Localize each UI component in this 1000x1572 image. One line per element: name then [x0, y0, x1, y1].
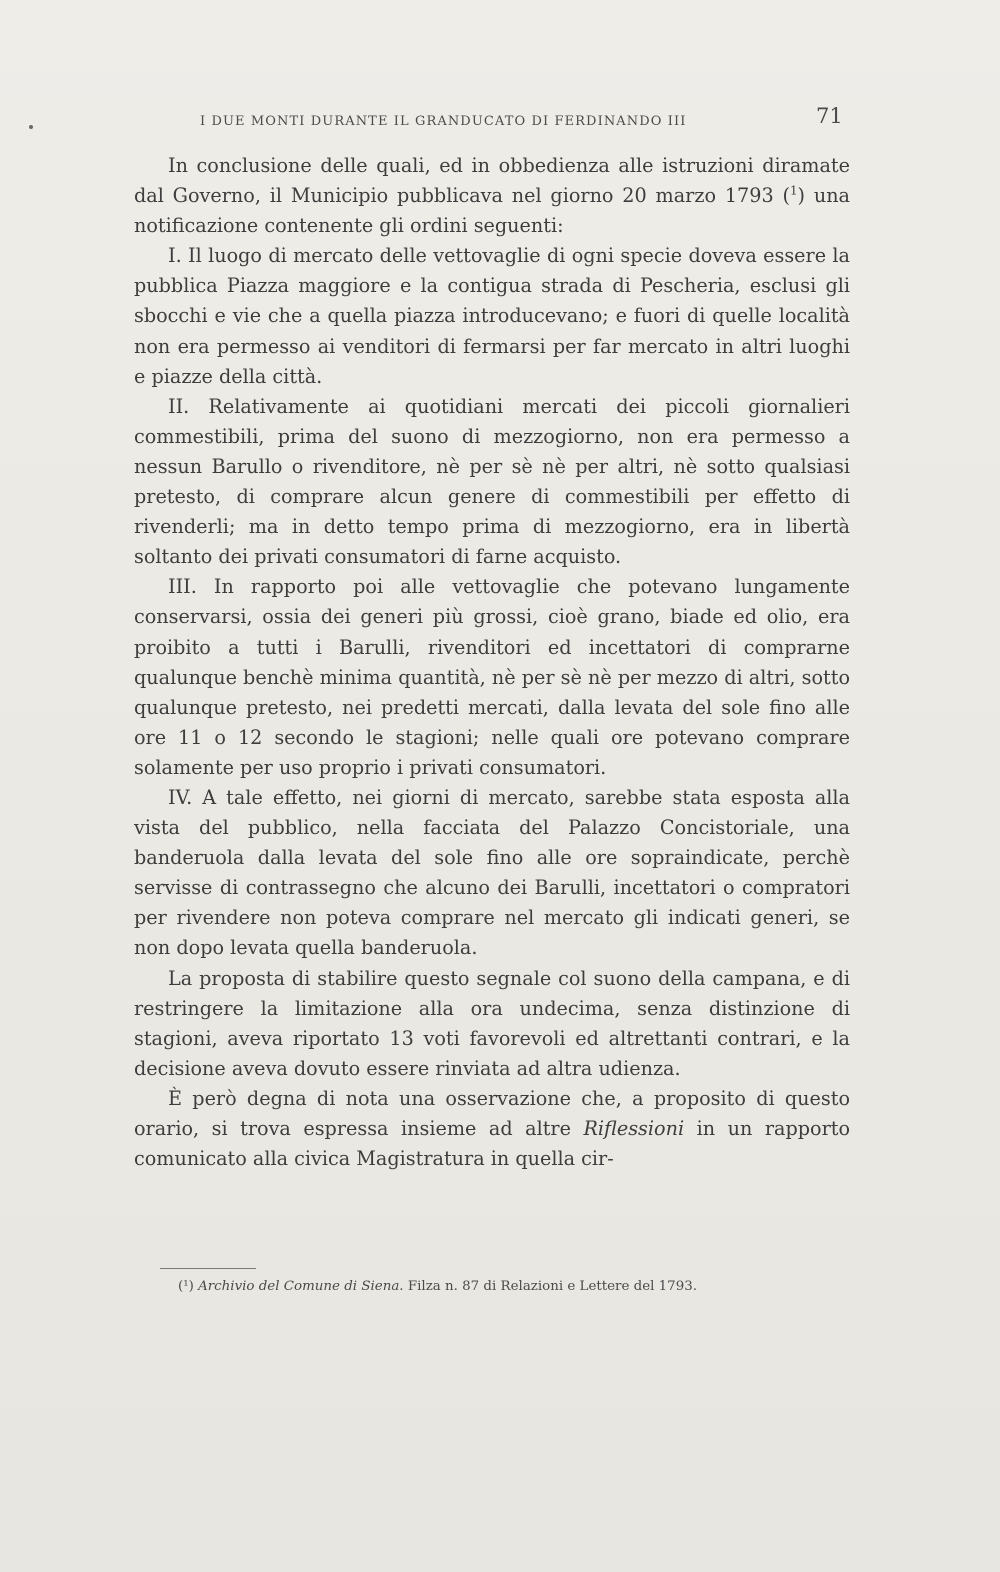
- paragraph-intro-text-b: ) una notificazione contenente gli ordini seguenti:: [134, 184, 850, 238]
- paragraph-intro-text-a: In conclusione delle quali, ed in obbedienza alle istruzioni diramate dal Governo, il Municipio pubblicava nel giorno 20 marzo 1793 (: [134, 154, 850, 208]
- paragraph-observation: [134, 1084, 850, 1174]
- body-text: [134, 151, 850, 1174]
- paragraph-item-1: I. Il luogo di mercato delle vettovaglie di ogni specie doveva essere la pubblica Piazza maggiore e la contigua strada di Pescheria, esclusi gli sbocchi e vie che a quella piazza introducevano; e fuori di quelle località non era permesso ai venditori di fermarsi per far mercato in altri luoghi e piazze della città.: [134, 244, 850, 388]
- footnote-divider: [160, 1268, 256, 1269]
- page-number: 71: [816, 104, 843, 128]
- paragraph-observation-text-a: È però degna di nota una osservazione che, a proposito di questo orario, si trova espressa insieme ad altre: [134, 1086, 850, 1140]
- paragraph-proposal: La proposta di stabilire questo segnale col suono della campana, e di restringere la limitazione alla ora undecima, senza distinzione di stagioni, aveva riportato 13 voti favorevoli ed altrettanti contrari, e la decisione aveva dovuto essere rinviata ad altra udienza.: [134, 966, 850, 1080]
- footnote: [178, 1279, 838, 1294]
- running-title: I DUE MONTI DURANTE IL GRANDUCATO DI FERDINANDO III: [200, 114, 687, 129]
- paragraph-observation-text-b: in un rapporto comunicato alla civica Magistratura in quella cir-: [134, 1117, 851, 1171]
- margin-mark: [29, 125, 33, 129]
- paragraph-item-4: IV. A tale effetto, nei giorni di mercato, sarebbe stata esposta alla vista del pubblico, nella facciata del Palazzo Concistoriale, una banderuola dalla levata del sole fino alle ore sopraindicate, perchè servisse di contrassegno che alcuno dei Barulli, incettatori o compratori per rivendere non poteva comprare nel mercato gli indicati generi, se non dopo levata quella banderuola.: [134, 785, 850, 960]
- footnote-source: Archivio del Comune di Siena.: [198, 1279, 404, 1294]
- riflessioni-italic: Riflessioni: [583, 1117, 685, 1140]
- paragraph-item-3: III. In rapporto poi alle vettovaglie che potevano lungamente conservarsi, ossia dei generi più grossi, cioè grano, biade ed olio, era proibito a tutti i Barulli, rivenditori ed incettatori di comprarne qualunque benchè minima quantità, nè per sè nè per mezzo di altri, sotto qualunque pretesto, nei predetti mercati, dalla levata del sole fino alle ore 11 o 12 secondo le stagioni; nelle quali ore potevano comprare solamente per uso proprio i privati consumatori.: [134, 575, 850, 779]
- footnote-reference: 1: [789, 183, 798, 198]
- footnote-marker: (¹): [178, 1279, 194, 1294]
- footnote-text: Filza n. 87 di Relazioni e Lettere del 1793.: [403, 1279, 698, 1294]
- paragraph-intro: [134, 151, 850, 241]
- paragraph-item-2: II. Relativamente ai quotidiani mercati dei piccoli giornalieri commestibili, prima del suono di mezzogiorno, non era permesso a nessun Barullo o rivenditore, nè per sè nè per altri, nè sotto qualsiasi pretesto, di comprare alcun genere di commestibili per effetto di rivenderli; ma in detto tempo prima di mezzogiorno, era in libertà soltanto dei privati consumatori di farne acquisto.: [134, 394, 850, 569]
